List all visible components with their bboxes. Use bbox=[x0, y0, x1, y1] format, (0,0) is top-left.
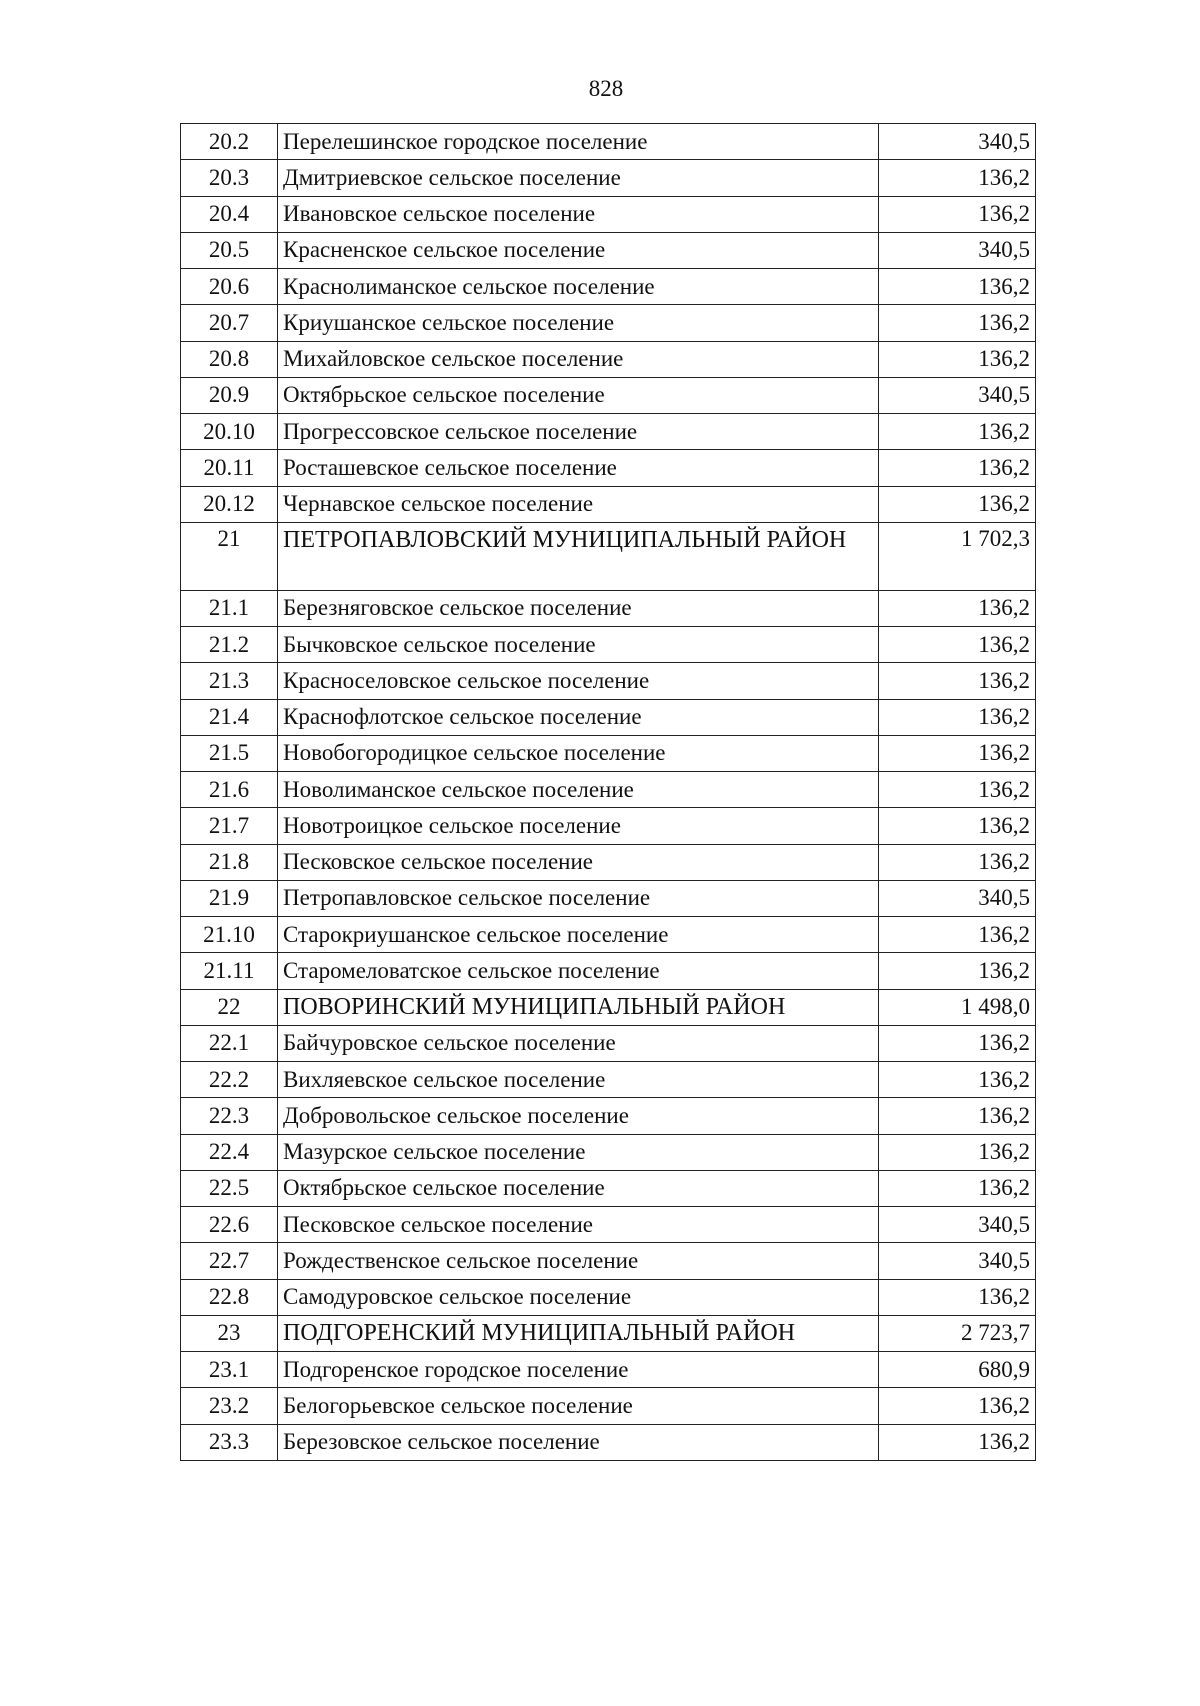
settlement-row bbox=[181, 1388, 1036, 1424]
row-number: 22.4 bbox=[181, 1134, 278, 1170]
settlement-name: Новотроицкое сельское поселение bbox=[278, 808, 879, 844]
settlement-name: Красненское сельское поселение bbox=[278, 232, 879, 268]
settlement-name: Перелешинское городское поселение bbox=[278, 124, 879, 160]
table-body bbox=[181, 124, 1036, 1461]
settlement-row bbox=[181, 341, 1036, 377]
settlement-row bbox=[181, 772, 1036, 808]
row-value: 2 723,7 bbox=[879, 1315, 1036, 1351]
settlement-row bbox=[181, 196, 1036, 232]
settlement-name: Березняговское сельское поселение bbox=[278, 590, 879, 626]
row-number: 21 bbox=[181, 522, 278, 590]
row-number: 21.7 bbox=[181, 808, 278, 844]
row-number: 21.10 bbox=[181, 917, 278, 953]
settlement-name: Мазурское сельское поселение bbox=[278, 1134, 879, 1170]
settlement-name: Чернавское сельское поселение bbox=[278, 486, 879, 522]
settlement-row bbox=[181, 627, 1036, 663]
settlement-row bbox=[181, 1243, 1036, 1279]
row-value: 136,2 bbox=[879, 1279, 1036, 1315]
row-number: 21.2 bbox=[181, 627, 278, 663]
row-number: 21.4 bbox=[181, 699, 278, 735]
settlement-name: Криушанское сельское поселение bbox=[278, 305, 879, 341]
row-number: 20.3 bbox=[181, 160, 278, 196]
row-value: 136,2 bbox=[879, 1025, 1036, 1061]
settlement-name: Старомеловатское сельское поселение bbox=[278, 953, 879, 989]
row-number: 23.3 bbox=[181, 1424, 278, 1460]
row-number: 22.1 bbox=[181, 1025, 278, 1061]
settlement-row bbox=[181, 699, 1036, 735]
settlement-row bbox=[181, 450, 1036, 486]
settlement-row bbox=[181, 1207, 1036, 1243]
settlement-name: Песковское сельское поселение bbox=[278, 844, 879, 880]
row-value: 340,5 bbox=[879, 377, 1036, 413]
row-number: 21.5 bbox=[181, 735, 278, 771]
row-value: 340,5 bbox=[879, 124, 1036, 160]
settlement-name: Октябрьское сельское поселение bbox=[278, 377, 879, 413]
row-number: 21.6 bbox=[181, 772, 278, 808]
district-row bbox=[181, 989, 1036, 1025]
row-value: 136,2 bbox=[879, 1134, 1036, 1170]
row-value: 136,2 bbox=[879, 341, 1036, 377]
row-value: 136,2 bbox=[879, 160, 1036, 196]
row-value: 340,5 bbox=[879, 232, 1036, 268]
row-number: 20.5 bbox=[181, 232, 278, 268]
settlement-row bbox=[181, 1025, 1036, 1061]
settlement-name: Красноселовское сельское поселение bbox=[278, 663, 879, 699]
settlement-row bbox=[181, 377, 1036, 413]
row-value: 136,2 bbox=[879, 627, 1036, 663]
settlement-row bbox=[181, 305, 1036, 341]
row-value: 136,2 bbox=[879, 699, 1036, 735]
row-number: 23 bbox=[181, 1315, 278, 1351]
row-value: 136,2 bbox=[879, 844, 1036, 880]
row-value: 340,5 bbox=[879, 1207, 1036, 1243]
settlement-name: Самодуровское сельское поселение bbox=[278, 1279, 879, 1315]
row-value: 1 498,0 bbox=[879, 989, 1036, 1025]
settlement-row bbox=[181, 232, 1036, 268]
row-number: 20.11 bbox=[181, 450, 278, 486]
settlement-row bbox=[181, 808, 1036, 844]
settlement-row bbox=[181, 269, 1036, 305]
settlement-row bbox=[181, 1279, 1036, 1315]
settlement-name: Добровольское сельское поселение bbox=[278, 1098, 879, 1134]
district-name: ПЕТРОПАВЛОВСКИЙ МУНИЦИПАЛЬНЫЙ РАЙОН bbox=[278, 522, 879, 590]
settlement-name: Краснолиманское сельское поселение bbox=[278, 269, 879, 305]
settlement-row bbox=[181, 590, 1036, 626]
row-number: 20.12 bbox=[181, 486, 278, 522]
settlement-name: Старокриушанское сельское поселение bbox=[278, 917, 879, 953]
row-value: 136,2 bbox=[879, 196, 1036, 232]
row-number: 21.11 bbox=[181, 953, 278, 989]
settlement-name: Белогорьевское сельское поселение bbox=[278, 1388, 879, 1424]
allocation-table bbox=[180, 123, 1036, 1461]
row-value: 136,2 bbox=[879, 735, 1036, 771]
row-number: 20.2 bbox=[181, 124, 278, 160]
district-name: ПОДГОРЕНСКИЙ МУНИЦИПАЛЬНЫЙ РАЙОН bbox=[278, 1315, 879, 1351]
settlement-row bbox=[181, 1098, 1036, 1134]
row-value: 340,5 bbox=[879, 1243, 1036, 1279]
settlement-name: Краснофлотское сельское поселение bbox=[278, 699, 879, 735]
settlement-row bbox=[181, 124, 1036, 160]
settlement-name: Ивановское сельское поселение bbox=[278, 196, 879, 232]
row-number: 23.1 bbox=[181, 1352, 278, 1388]
settlement-name: Октябрьское сельское поселение bbox=[278, 1170, 879, 1206]
settlement-name: Байчуровское сельское поселение bbox=[278, 1025, 879, 1061]
settlement-row bbox=[181, 663, 1036, 699]
settlement-row bbox=[181, 1170, 1036, 1206]
settlement-name: Дмитриевское сельское поселение bbox=[278, 160, 879, 196]
row-number: 20.10 bbox=[181, 414, 278, 450]
row-number: 21.3 bbox=[181, 663, 278, 699]
row-number: 21.1 bbox=[181, 590, 278, 626]
district-row bbox=[181, 522, 1036, 590]
district-name: ПОВОРИНСКИЙ МУНИЦИПАЛЬНЫЙ РАЙОН bbox=[278, 989, 879, 1025]
row-number: 20.9 bbox=[181, 377, 278, 413]
settlement-row bbox=[181, 953, 1036, 989]
row-value: 136,2 bbox=[879, 663, 1036, 699]
row-number: 22.6 bbox=[181, 1207, 278, 1243]
row-number: 22.7 bbox=[181, 1243, 278, 1279]
settlement-row bbox=[181, 917, 1036, 953]
row-number: 20.6 bbox=[181, 269, 278, 305]
settlement-name: Рождественское сельское поселение bbox=[278, 1243, 879, 1279]
settlement-row bbox=[181, 1352, 1036, 1388]
row-number: 23.2 bbox=[181, 1388, 278, 1424]
row-value: 136,2 bbox=[879, 450, 1036, 486]
row-value: 136,2 bbox=[879, 1098, 1036, 1134]
district-row bbox=[181, 1315, 1036, 1351]
row-number: 20.8 bbox=[181, 341, 278, 377]
row-value: 136,2 bbox=[879, 590, 1036, 626]
settlement-name: Прогрессовское сельское поселение bbox=[278, 414, 879, 450]
row-value: 136,2 bbox=[879, 305, 1036, 341]
row-value: 136,2 bbox=[879, 414, 1036, 450]
settlement-row bbox=[181, 735, 1036, 771]
row-value: 136,2 bbox=[879, 917, 1036, 953]
row-value: 136,2 bbox=[879, 486, 1036, 522]
row-value: 136,2 bbox=[879, 1170, 1036, 1206]
settlement-name: Подгоренское городское поселение bbox=[278, 1352, 879, 1388]
settlement-name: Новолиманское сельское поселение bbox=[278, 772, 879, 808]
row-number: 21.9 bbox=[181, 880, 278, 916]
settlement-name: Новобогородицкое сельское поселение bbox=[278, 735, 879, 771]
row-number: 21.8 bbox=[181, 844, 278, 880]
row-value: 1 702,3 bbox=[879, 522, 1036, 590]
settlement-row bbox=[181, 486, 1036, 522]
row-value: 136,2 bbox=[879, 953, 1036, 989]
row-value: 136,2 bbox=[879, 1424, 1036, 1460]
row-value: 136,2 bbox=[879, 1388, 1036, 1424]
settlement-row bbox=[181, 414, 1036, 450]
settlement-row bbox=[181, 1424, 1036, 1460]
settlement-row bbox=[181, 880, 1036, 916]
settlement-name: Росташевское сельское поселение bbox=[278, 450, 879, 486]
page-number: 828 bbox=[588, 76, 624, 101]
row-value: 680,9 bbox=[879, 1352, 1036, 1388]
row-number: 22.3 bbox=[181, 1098, 278, 1134]
settlement-name: Михайловское сельское поселение bbox=[278, 341, 879, 377]
settlement-name: Вихляевское сельское поселение bbox=[278, 1062, 879, 1098]
settlement-row bbox=[181, 1134, 1036, 1170]
row-number: 20.7 bbox=[181, 305, 278, 341]
settlement-name: Петропавловское сельское поселение bbox=[278, 880, 879, 916]
settlement-name: Березовское сельское поселение bbox=[278, 1424, 879, 1460]
row-value: 136,2 bbox=[879, 808, 1036, 844]
row-number: 22.2 bbox=[181, 1062, 278, 1098]
settlement-row bbox=[181, 844, 1036, 880]
row-number: 22.5 bbox=[181, 1170, 278, 1206]
row-number: 20.4 bbox=[181, 196, 278, 232]
row-number: 22 bbox=[181, 989, 278, 1025]
row-value: 136,2 bbox=[879, 269, 1036, 305]
settlement-name: Песковское сельское поселение bbox=[278, 1207, 879, 1243]
settlement-name: Бычковское сельское поселение bbox=[278, 627, 879, 663]
row-value: 136,2 bbox=[879, 1062, 1036, 1098]
row-value: 340,5 bbox=[879, 880, 1036, 916]
row-value: 136,2 bbox=[879, 772, 1036, 808]
settlement-row bbox=[181, 1062, 1036, 1098]
row-number: 22.8 bbox=[181, 1279, 278, 1315]
settlement-row bbox=[181, 160, 1036, 196]
